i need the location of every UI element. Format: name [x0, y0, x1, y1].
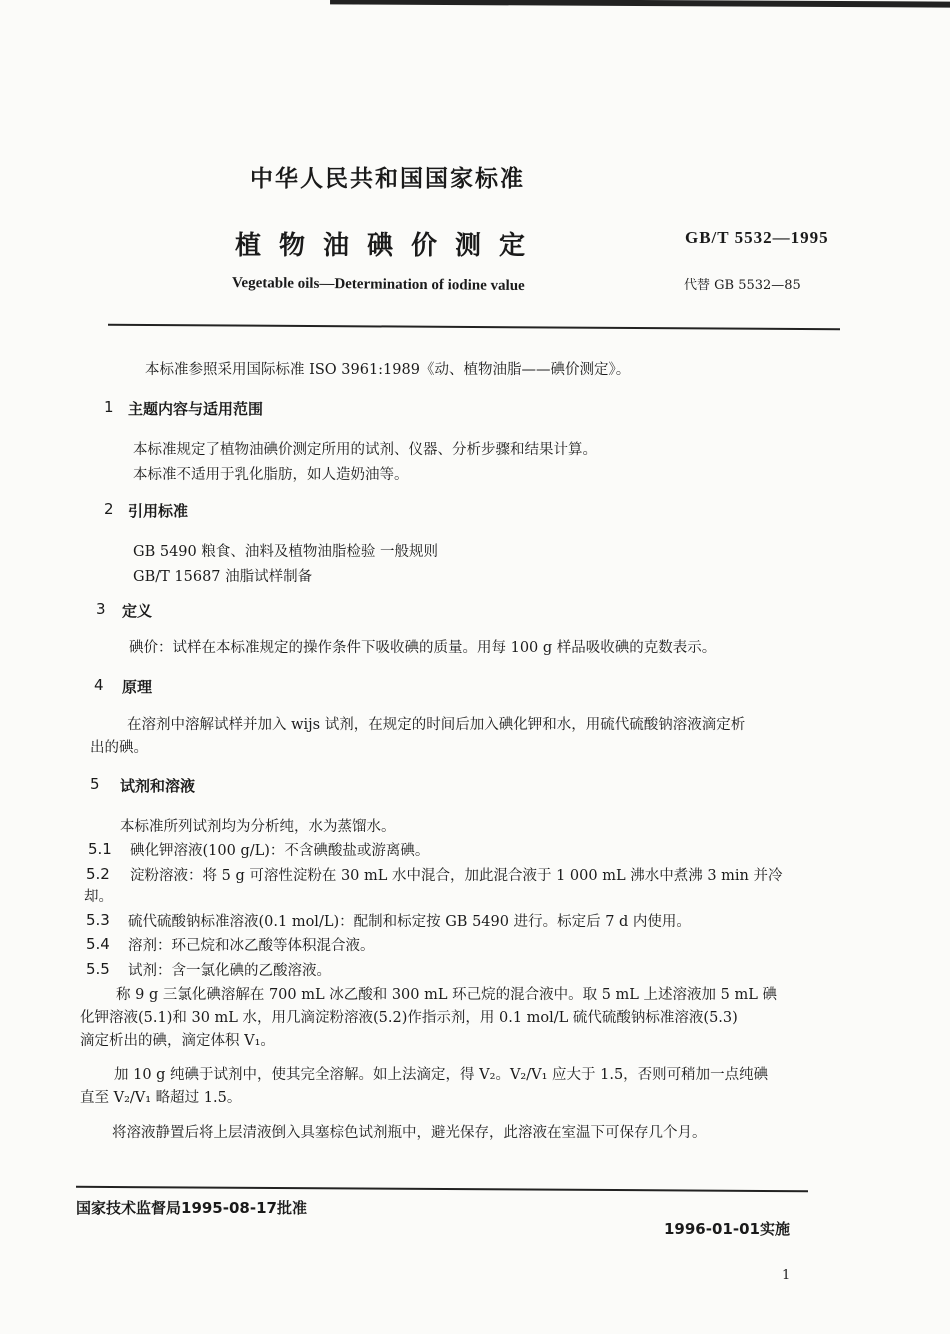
- section-number: 2: [104, 500, 114, 518]
- scan-top-border: [330, 0, 950, 22]
- page-number: 1: [782, 1268, 791, 1283]
- item-number: 5.4: [86, 935, 110, 953]
- section-title: 试剂和溶液: [120, 777, 196, 795]
- paragraph-continued: 滴定析出的碘，滴定体积 V₁。: [80, 1033, 275, 1049]
- item-text: 溶剂：环己烷和冰乙酸等体积混合液。: [128, 938, 375, 954]
- section-number: 4: [94, 676, 104, 694]
- paragraph-continued: 出的碘。: [90, 740, 148, 756]
- intro-paragraph: 本标准参照采用国际标准 ISO 3961:1989《动、植物油脂——碘价测定》。: [145, 362, 631, 378]
- section-number: 3: [96, 600, 106, 618]
- section-number: 1: [104, 398, 114, 416]
- paragraph-continued: 直至 V₂/V₁ 略超过 1.5。: [80, 1090, 242, 1106]
- effective-date: 1996-01-01实施: [664, 1220, 790, 1238]
- header-rule: [108, 324, 840, 330]
- item-text-continued: 却。: [84, 889, 113, 905]
- paragraph: 加 10 g 纯碘于试剂中，使其完全溶解。如上法滴定，得 V₂。V₂/V₁ 应大于 1.5，否则可稍加一点纯碘: [114, 1067, 769, 1083]
- national-standard-heading: 中华人民共和国国家标准: [250, 166, 525, 192]
- item-text: 试剂：含一氯化碘的乙酸溶液。: [128, 963, 331, 979]
- item-number: 5.3: [86, 911, 110, 929]
- section-title: 原理: [122, 678, 153, 696]
- section-number: 5: [90, 775, 100, 793]
- approval-date: 国家技术监督局1995-08-17批准: [76, 1199, 307, 1217]
- paragraph-continued: 化钾溶液(5.1)和 30 mL 水，用几滴淀粉溶液(5.2)作指示剂，用 0.1 mol/L 硫代硫酸钠标准溶液(5.3): [80, 1010, 738, 1026]
- item-number: 5.2: [86, 865, 110, 883]
- section-title: 主题内容与适用范围: [128, 400, 264, 418]
- footer-rule: [76, 1186, 808, 1192]
- item-number: 5.5: [86, 960, 110, 978]
- section-title: 定义: [122, 602, 153, 620]
- replaces-note: 代替 GB 5532—85: [684, 278, 801, 293]
- document-title-en: Vegetable oils—Determination of iodine value: [231, 275, 525, 295]
- paragraph: 本标准规定了植物油碘价测定所用的试剂、仪器、分析步骤和结果计算。: [133, 442, 597, 458]
- paragraph: 本标准不适用于乳化脂肪，如人造奶油等。: [133, 467, 409, 483]
- paragraph: 将溶液静置后将上层清液倒入具塞棕色试剂瓶中，避光保存，此溶液在室温下可保存几个月。: [112, 1125, 707, 1141]
- item-text: 碘化钾溶液(100 g/L)：不含碘酸盐或游离碘。: [130, 843, 430, 859]
- item-text: 硫代硫酸钠标准溶液(0.1 mol/L)：配制和标定按 GB 5490 进行。标定后 7 d 内使用。: [128, 914, 691, 930]
- paragraph: 称 9 g 三氯化碘溶解在 700 mL 冰乙酸和 300 mL 环己烷的混合液中。取 5 mL 上述溶液加 5 mL 碘: [116, 987, 777, 1003]
- section-title: 引用标准: [128, 502, 189, 520]
- document-title-cn: 植物油碘价测定: [235, 231, 544, 261]
- standard-number: GB/T 5532—1995: [685, 228, 829, 247]
- paragraph: 本标准所列试剂均为分析纯，水为蒸馏水。: [120, 819, 396, 835]
- item-number: 5.1: [88, 840, 112, 858]
- reference-item: GB/T 15687 油脂试样制备: [133, 569, 313, 585]
- paragraph: 在溶剂中溶解试样并加入 wijs 试剂，在规定的时间后加入碘化钾和水，用硫代硫酸钠溶液滴定析: [127, 717, 746, 733]
- item-text: 淀粉溶液：将 5 g 可溶性淀粉在 30 mL 水中混合，加此混合液于 1 000 mL 沸水中煮沸 3 min 并冷: [130, 868, 783, 884]
- paragraph: 碘价：试样在本标准规定的操作条件下吸收碘的质量。用每 100 g 样品吸收碘的克数表示。: [129, 640, 717, 656]
- reference-item: GB 5490 粮食、油料及植物油脂检验 一般规则: [133, 544, 438, 560]
